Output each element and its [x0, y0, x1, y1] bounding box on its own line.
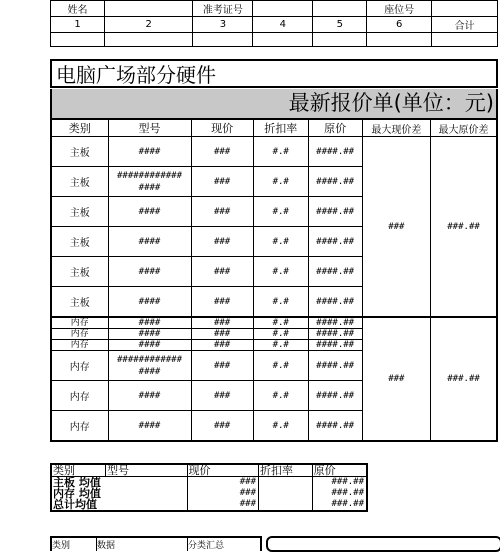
cell-category[interactable]: 主板: [51, 137, 108, 167]
cell-current-price[interactable]: ###: [191, 287, 253, 318]
summary-current-avg[interactable]: ###: [187, 477, 259, 489]
cell-current-price[interactable]: ###: [191, 329, 253, 340]
cell-current-price[interactable]: ###: [191, 411, 253, 442]
score-cell[interactable]: [253, 33, 313, 47]
score-cell[interactable]: [105, 33, 193, 47]
score-cell[interactable]: [432, 33, 498, 47]
cell-model[interactable]: ####: [108, 137, 191, 167]
cell-model[interactable]: ####: [108, 197, 191, 227]
cell-original-price[interactable]: ####.##: [308, 381, 362, 411]
summary-label: 总计均值: [51, 499, 187, 511]
cell-category[interactable]: 内存: [51, 340, 108, 351]
summary-original-avg[interactable]: ###.##: [312, 477, 367, 489]
exam-no-label: 准考证号: [193, 1, 253, 17]
summary-col-current-price: 现价: [187, 464, 259, 477]
cell-model[interactable]: ####: [108, 317, 191, 329]
cell-discount[interactable]: #.#: [253, 167, 308, 197]
cell-model[interactable]: ############ ####: [108, 167, 191, 197]
cell-discount[interactable]: #.#: [253, 137, 308, 167]
cell-original-price[interactable]: ####.##: [308, 167, 362, 197]
summary-discount-avg[interactable]: [259, 499, 313, 511]
col-number: 3: [193, 17, 253, 33]
cell-model[interactable]: ####: [108, 227, 191, 257]
col-header-original-price: 原价: [308, 119, 362, 137]
summary-row: [51, 499, 367, 511]
cell-discount[interactable]: #.#: [253, 227, 308, 257]
cell-original-price[interactable]: ####.##: [308, 287, 362, 318]
cell-original-price[interactable]: ####.##: [308, 329, 362, 340]
score-cell[interactable]: [193, 33, 253, 47]
col-number: 1: [51, 17, 105, 33]
summary-discount-avg[interactable]: [259, 477, 313, 489]
cell-category[interactable]: 主板: [51, 287, 108, 318]
col-header-category: 类别: [51, 119, 108, 137]
seat-field[interactable]: [432, 1, 498, 17]
cell-original-price[interactable]: ####.##: [308, 197, 362, 227]
cell-category[interactable]: 主板: [51, 197, 108, 227]
summary-original-avg[interactable]: ###.##: [312, 499, 367, 511]
col-number: 2: [105, 17, 193, 33]
cell-original-price[interactable]: ####.##: [308, 340, 362, 351]
cell-current-price[interactable]: ###: [191, 317, 253, 329]
summary-row: [51, 488, 367, 499]
cell-discount[interactable]: #.#: [253, 329, 308, 340]
summary-col-discount: 折扣率: [259, 464, 313, 477]
cell-current-price[interactable]: ###: [191, 351, 253, 381]
average-summary-table: [50, 463, 368, 512]
score-cell[interactable]: [367, 33, 432, 47]
cell-category[interactable]: 内存: [51, 329, 108, 340]
summary-current-avg[interactable]: ###: [187, 488, 259, 499]
cell-current-price[interactable]: ###: [191, 340, 253, 351]
cell-current-price[interactable]: ###: [191, 197, 253, 227]
score-cell[interactable]: [313, 33, 367, 47]
summary-original-avg[interactable]: ###.##: [312, 488, 367, 499]
cell-current-price[interactable]: ###: [191, 167, 253, 197]
col-number: 5: [313, 17, 367, 33]
summary-current-avg[interactable]: ###: [187, 499, 259, 511]
summary-col-model: 型号: [106, 464, 187, 477]
cell-original-price[interactable]: ####.##: [308, 411, 362, 442]
cell-discount[interactable]: #.#: [253, 411, 308, 442]
col-header-max-current-diff: 最大现价差: [362, 119, 430, 137]
summary-label: 内存 均值: [51, 488, 187, 499]
cell-original-price[interactable]: ####.##: [308, 137, 362, 167]
pivot-header: [51, 537, 261, 551]
cell-current-price[interactable]: ###: [191, 257, 253, 287]
cell-discount[interactable]: #.#: [253, 287, 308, 318]
cell-current-price[interactable]: ###: [191, 227, 253, 257]
cell-model[interactable]: ####: [108, 329, 191, 340]
cell-original-price[interactable]: ####.##: [308, 351, 362, 381]
cell-category[interactable]: 内存: [51, 317, 108, 329]
price-table-header: [51, 119, 497, 137]
table-row: [51, 137, 497, 167]
col-header-discount: 折扣率: [253, 119, 308, 137]
col-number: 4: [253, 17, 313, 33]
score-cell[interactable]: [51, 33, 105, 47]
cell-board-max-current-diff[interactable]: ###: [362, 137, 430, 318]
summary-label: 主板 均值: [51, 477, 187, 489]
cell-category[interactable]: 内存: [51, 411, 108, 442]
score-header-table: [50, 0, 498, 47]
price-table: [50, 118, 498, 442]
cell-discount[interactable]: #.#: [253, 317, 308, 329]
cell-category[interactable]: 主板: [51, 167, 108, 197]
header-label-row: [51, 1, 498, 17]
summary-col-original-price: 原价: [312, 464, 367, 477]
pivot-col-category: 类别: [52, 541, 71, 551]
header-number-row: [51, 17, 498, 33]
cell-model[interactable]: ############ ####: [108, 351, 191, 381]
exam-no-field-2[interactable]: [313, 1, 367, 17]
sheet-subtitle: 最新报价单(单位：元): [50, 89, 498, 118]
cell-category[interactable]: 主板: [51, 227, 108, 257]
table-row: [51, 317, 497, 329]
cell-model[interactable]: ####: [108, 287, 191, 318]
cell-model[interactable]: ####: [108, 257, 191, 287]
exam-no-field[interactable]: [253, 1, 313, 17]
cell-original-price[interactable]: ####.##: [308, 227, 362, 257]
col-header-model: 型号: [108, 119, 191, 137]
name-label: 姓名: [51, 1, 105, 17]
col-header-current-price: 现价: [191, 119, 253, 137]
summary-header: [51, 464, 367, 477]
cell-discount[interactable]: #.#: [253, 381, 308, 411]
cell-current-price[interactable]: ###: [191, 381, 253, 411]
summary-discount-avg[interactable]: [259, 488, 313, 499]
cell-current-price[interactable]: ###: [191, 137, 253, 167]
cell-discount[interactable]: #.#: [253, 340, 308, 351]
col-header-max-original-diff: 最大原价差: [431, 119, 497, 137]
cell-original-price[interactable]: ####.##: [308, 317, 362, 329]
cell-mem-max-current-diff[interactable]: ###: [362, 317, 430, 441]
rounded-text-box[interactable]: [266, 536, 500, 552]
pivot-col-data: 数据: [97, 537, 188, 551]
pivot-col-subtotal: 分类汇总: [188, 537, 262, 551]
name-field[interactable]: [105, 1, 193, 17]
cell-model[interactable]: ####: [108, 340, 191, 351]
total-label: 合计: [432, 17, 498, 33]
col-number: 6: [367, 17, 432, 33]
cell-discount[interactable]: #.#: [253, 197, 308, 227]
cell-category[interactable]: 内存: [51, 351, 108, 381]
seat-label: 座位号: [367, 1, 432, 17]
cell-model[interactable]: ####: [108, 381, 191, 411]
cell-model[interactable]: ####: [108, 411, 191, 442]
cell-mem-max-original-diff[interactable]: ###.##: [431, 317, 497, 441]
sheet-title: 电脑广场部分硬件: [50, 59, 498, 88]
cell-original-price[interactable]: ####.##: [308, 257, 362, 287]
cell-category[interactable]: 内存: [51, 381, 108, 411]
summary-col-category: 类别: [51, 464, 106, 477]
cell-board-max-original-diff[interactable]: ###.##: [431, 137, 497, 318]
cell-category[interactable]: 主板: [51, 257, 108, 287]
cell-discount[interactable]: #.#: [253, 257, 308, 287]
cell-discount[interactable]: #.#: [253, 351, 308, 381]
header-score-row: [51, 33, 498, 47]
